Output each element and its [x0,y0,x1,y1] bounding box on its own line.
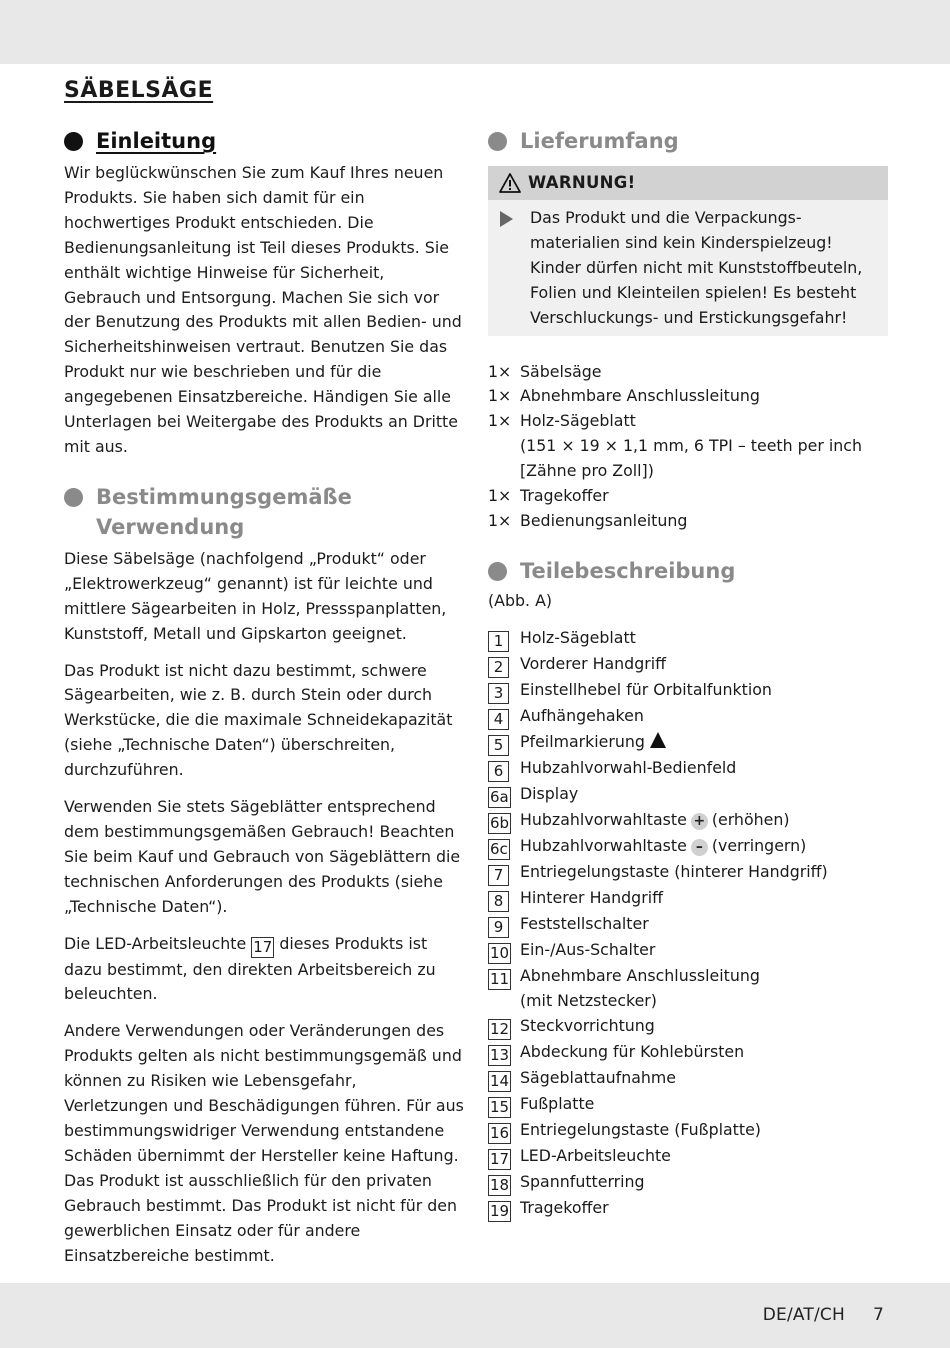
part-item [488,1144,888,1170]
part-label: Hubzahlvorwahltaste [520,835,687,855]
scope-qty: 1× [488,411,512,431]
use-paragraph-1: Diese Säbelsäge (nachfolgend „Produkt“ oder „Elektrowerkzeug“ genannt) ist für leichte und mittlere Sägearbeiten in Holz, Pressspanplatten, Kunststoff, Metall und Gipskarton geeignet. [64,548,447,643]
use-p4-text-b: dieses Produkts ist dazu bestimmt, den direkten Arbeitsbereich zu beleuchten. [64,933,436,1004]
scope-text: Abnehmbare Anschlussleitung [520,386,760,406]
part-label: LED-Arbeitsleuchte [520,1145,671,1165]
part-number-box: 14 [490,1071,510,1090]
part-item [488,782,888,808]
warning-text: Das Produkt und die Verpackungsmaterialien sind kein Kinderspielzeug! Kinder dürfen nicht mit Kunststoffbeuteln, Folien und Kleinteilen spielen! Es besteht Verschluckungs- und Erstickungsgefahr! [530,208,863,327]
triangle-up-icon [649,731,667,749]
part-number-box: 17 [490,1149,510,1168]
part-item [488,912,888,938]
scope-text: Tragekoffer [520,486,609,506]
scope-qty [488,434,520,459]
part-number-box: 11 [490,969,510,988]
parts-list [488,626,888,1222]
part-number-box: 18 [490,1175,510,1194]
plus-icon: + [691,813,708,830]
bullet-dot-icon [488,132,507,151]
part-label: Entriegelungstaste (hinterer Handgriff) [520,861,828,881]
warning-triangle-icon [499,173,521,193]
scope-item [488,409,888,434]
section-heading-lieferumfang [488,126,888,156]
bullet-dot-icon [64,488,83,507]
use-paragraph-5: Andere Verwendungen oder Veränderungen des Produkts gelten als nicht bestimmungsgemäß und können zu Risiken wie Lebensgefahr, Verletzungen und Beschädigungen führen. Für aus bestimmungswidriger Verwendung entstandene Schäden übernimmt der Hersteller keine Haftung. Das Produkt ist ausschließlich für den privaten Gebrauch bestimmt. Das Produkt ist nicht für den gewerblichen Einsatz oder für andere Einsatzbereiche bestimmt. [64,1021,464,1265]
part-item [488,860,888,886]
part-item [488,1092,888,1118]
part-label: Spannfutterring [520,1171,645,1191]
intro-paragraph: Wir beglückwünschen Sie zum Kauf Ihres neuen Produkts. Sie haben sich damit für ein hochwertiges Produkt entschieden. Die Bedienungsanleitung ist Teil dieses Produkts. Sie enthält wichtige Hinweise für Sicherheit, Gebrauch und Entsorgung. Machen Sie sich vor der Benutzung des Produkts mit allen Bedien- und Sicherheitshinweisen vertraut. Benutzen Sie das Produkt nur wie beschrieben und für die angegebenen Einsatzbereiche. Händigen Sie alle Unterlagen bei Weitergabe des Produkts an Dritte mit aus. [64,163,462,456]
part-item [488,808,888,834]
header-band [0,0,950,64]
arrow-right-icon [500,211,513,227]
part-label: Aufhängehaken [520,705,644,725]
warning-body [488,200,888,336]
scope-qty: 1× [488,486,512,506]
part-item [488,1066,888,1092]
part-label: Hubzahlvorwahl-Bedienfeld [520,757,737,777]
bullet-dot-icon [64,132,83,151]
minus-icon: – [691,839,708,856]
part-item [488,938,888,964]
part-label: Hubzahlvorwahltaste [520,809,687,829]
part-item [488,704,888,730]
part-number-box: 6c [490,839,508,858]
warning-title: WARNUNG! [528,173,636,192]
part-label: Holz-Sägeblatt [520,627,636,647]
part-number-box: 19 [490,1201,510,1220]
section-heading-einleitung [64,126,464,156]
part-label: Vorderer Handgriff [520,653,666,673]
warning-header [488,166,888,200]
footer-region: DE/AT/CH [762,1305,845,1325]
scope-item [488,509,888,534]
part-label: Einstellhebel für Orbitalfunktion [520,679,772,699]
section-heading-verwendung [64,482,464,542]
page-number: 7 [872,1305,884,1325]
part-number-box: 15 [490,1097,510,1116]
part-label: Pfeilmarkierung [520,731,645,751]
part-item [488,834,888,860]
right-column [488,126,888,1222]
scope-qty: 1× [488,510,512,530]
part-number-box: 10 [490,943,510,962]
use-paragraph-3: Verwenden Sie stets Sägeblätter entsprechend dem bestimmungsgemäßen Gebrauch! Beachten Sie beim Kauf und Gebrauch von Sägeblättern die technischen Anforderungen des Produkts (siehe „Technische Daten“). [64,797,461,916]
part-label: Ein-/Aus-Schalter [520,939,656,959]
part-label: Sägeblattaufnahme [520,1067,677,1087]
part-number-box: 16 [490,1123,510,1142]
part-number-box: 5 [488,735,509,756]
part-item [488,626,888,652]
part-number-box: 17 [253,937,273,956]
part-item [488,964,888,1014]
part-label-suffix: (erhöhen) [711,809,790,829]
page-title: SÄBELSÄGE [64,78,214,103]
part-number-box: 2 [488,657,509,678]
part-item [488,1196,888,1222]
part-item [488,652,888,678]
scope-qty: 1× [488,386,512,406]
scope-qty [488,459,520,484]
use-paragraph-4 [64,932,464,1008]
part-label: Entriegelungstaste (Fußplatte) [520,1119,761,1139]
part-item [488,678,888,704]
part-label: Hinterer Handgriff [520,887,663,907]
scope-item [488,384,888,409]
part-item [488,1040,888,1066]
scope-item [488,484,888,509]
heading-text: Lieferumfang [520,129,679,153]
part-label: Steckvorrichtung [520,1015,655,1035]
footer [763,1305,884,1325]
part-number-box: 3 [488,683,509,704]
scope-text: [Zähne pro Zoll]) [520,461,654,481]
part-number-box: 6b [490,813,510,832]
part-label: Feststellschalter [520,913,649,933]
part-item [488,1170,888,1196]
parts-figure-ref: (Abb. A) [488,590,553,610]
heading-text: Einleitung [96,129,217,153]
scope-item [488,434,888,459]
part-item [488,1014,888,1040]
scope-item [488,459,888,484]
heading-line-2: Verwendung [96,514,245,539]
part-label-line2: (mit Netzstecker) [520,990,657,1010]
warning-box [488,166,888,336]
part-label: Abdeckung für Kohlebürsten [520,1041,745,1061]
scope-list [488,360,888,534]
heading-line-1: Bestimmungsgemäße [96,484,352,509]
part-number-box: 1 [488,631,509,652]
part-number-box: 13 [490,1045,510,1064]
part-item [488,730,888,756]
part-number-box: 12 [490,1019,510,1038]
part-label-suffix: (verringern) [711,835,807,855]
part-item [488,886,888,912]
part-number-box: 7 [488,865,509,886]
part-number-box: 8 [488,891,509,912]
part-label: Abnehmbare Anschlussleitung [520,965,760,985]
heading-text: Teilebeschreibung [520,558,736,583]
section-heading-teilebeschreibung [488,556,888,586]
part-item [488,756,888,782]
part-number-box: 6a [490,787,509,806]
part-item [488,1118,888,1144]
bullet-dot-icon [488,562,507,581]
part-label: Tragekoffer [520,1197,609,1217]
part-label: Display [520,783,579,803]
part-label: Fußplatte [520,1093,595,1113]
part-number-box: 9 [488,917,509,938]
scope-text: Säbelsäge [520,361,602,381]
part-number-box: 6 [488,761,509,782]
scope-item [488,360,888,385]
use-p4-text-a: Die LED-Arbeitsleuchte [64,933,247,953]
use-paragraph-2: Das Produkt ist nicht dazu bestimmt, schwere Sägearbeiten, wie z. B. durch Stein oder durch Werkstücke, die die maximale Schneidekapazität (siehe „Technische Daten“) überschreiten, durchzuführen. [64,660,453,780]
left-column [64,126,464,1268]
scope-text: (151 × 19 × 1,1 mm, 6 TPI – teeth per inch [520,436,863,456]
scope-text: Bedienungsanleitung [520,510,688,530]
part-number-box: 4 [488,709,509,730]
scope-qty: 1× [488,361,512,381]
scope-text: Holz-Sägeblatt [520,411,636,431]
